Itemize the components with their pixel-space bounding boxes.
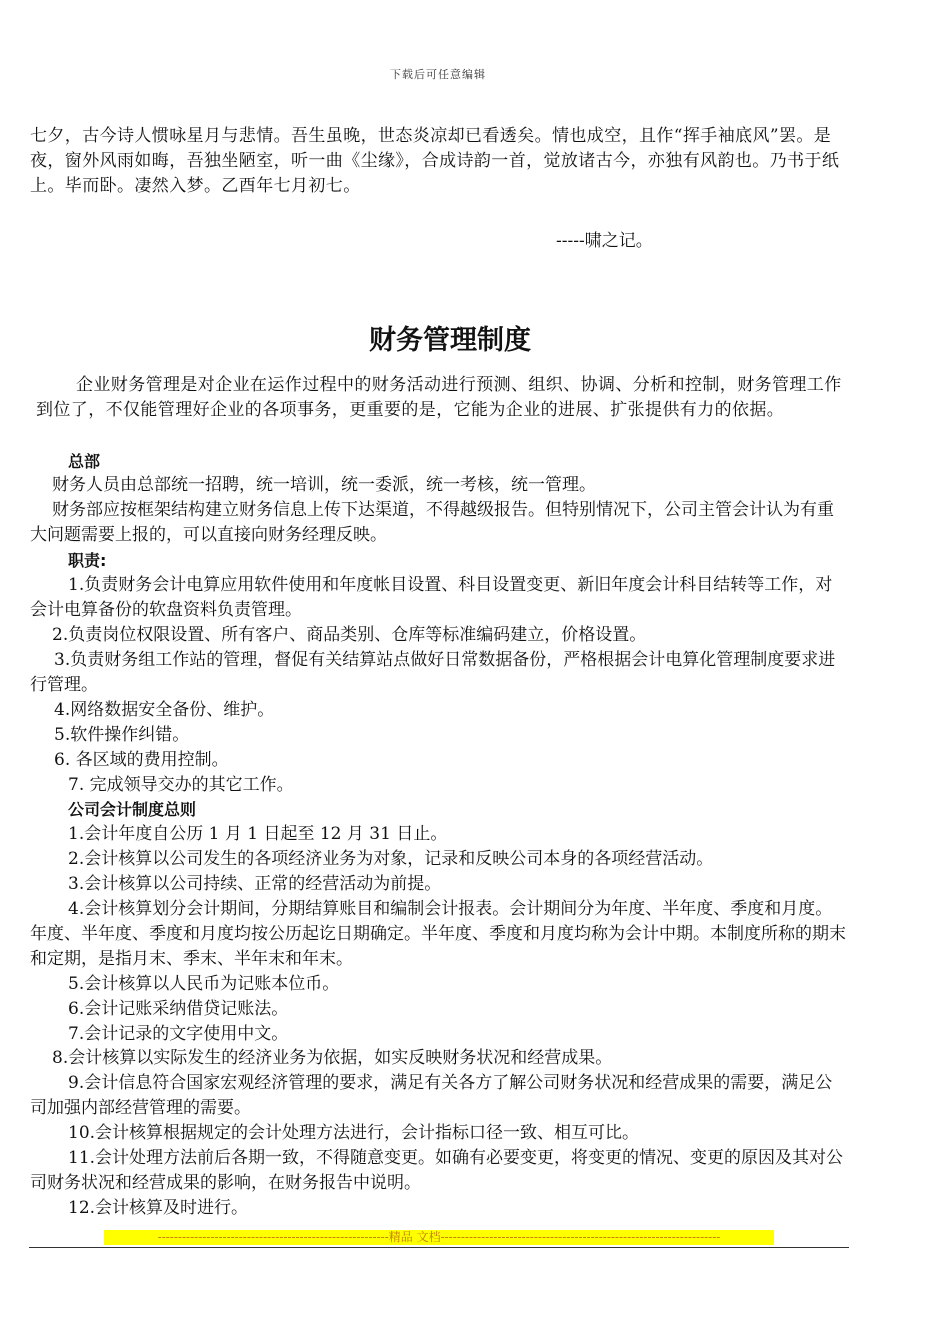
principle-item-6: 6.会计记账采纳借贷记账法。 <box>68 999 289 1019</box>
principle-item-9: 9.会计信息符合国家宏观经济管理的要求，满足有关各方了解公司财务状况和经营成果的需要，满足公司加强内部经营管理的需要。 <box>30 1073 833 1118</box>
principle-item-8: 8.会计核算以实际发生的经济业务为依据，如实反映财务状况和经营成果。 <box>52 1048 613 1068</box>
principle-item-11: 11.会计处理方法前后各期一致，不得随意变更。如确有必要变更，将变更的情况、变更的原因及其对公司财务状况和经营成果的影响，在财务报告中说明。 <box>30 1148 844 1193</box>
duty-item-1: 1.负责财务会计电算应用软件使用和年度帐目设置、科目设置变更、新旧年度会计科目结转等工作，对会计电算备份的软盘资料负责管理。 <box>30 575 833 620</box>
duty-item-5: 5.软件操作纠错。 <box>54 725 190 745</box>
duty-item-4: 4.网络数据安全备份、维护。 <box>54 700 275 720</box>
duty-item-6: 6. 各区域的费用控制。 <box>54 750 229 770</box>
document-title: 财务管理制度 <box>369 325 531 356</box>
section-heading-general: 总部 <box>68 452 101 471</box>
principle-item-5: 5.会计核算以人民币为记账本位币。 <box>68 974 340 994</box>
section-heading-duties: 职责: <box>68 551 107 570</box>
general-paragraph-2: 财务部应按框架结构建立财务信息上传下达渠道，不得越级报告。但特别情况下，公司主管会计认为有重大问题需要上报的，可以直接向财务经理反映。 <box>30 500 834 545</box>
principle-item-3: 3.会计核算以公司持续、正常的经营活动为前提。 <box>68 874 442 894</box>
opening-paragraph: 企业财务管理是对企业在运作过程中的财务活动进行预测、组织、协调、分析和控制，财务管理工作到位了，不仅能管理好企业的各项事务，更重要的是，它能为企业的进展、扩张提供有力的依据。 <box>36 375 842 420</box>
general-paragraph-1: 财务人员由总部统一招聘，统一培训，统一委派，统一考核，统一管理。 <box>52 475 596 495</box>
principle-item-4: 4.会计核算划分会计期间，分期结算账目和编制会计报表。会计期间分为年度、半年度、季度和月度。年度、半年度、季度和月度均按公历起讫日期确定。半年度、季度和月度均称为会计中期。本制度所称的期末和定期，是指月末、季末、半年末和年末。 <box>30 899 846 969</box>
duty-item-3: 3.负责财务组工作站的管理，督促有关结算站点做好日常数据备份，严格根据会计电算化管理制度要求进行管理。 <box>30 650 836 695</box>
header-note: 下载后可任意编辑 <box>390 68 486 81</box>
principle-item-7: 7.会计记录的文字使用中文。 <box>68 1024 289 1044</box>
intro-paragraph: 七夕，古今诗人惯咏星月与悲情。吾生虽晚，世态炎凉却已看透矣。情也成空，且作“挥手袖底风”罢。是夜，窗外风雨如晦，吾独坐陋室，听一曲《尘缘》，合成诗韵一首，觉放诸古今，亦独有风韵也。乃书于纸上。毕而卧。凄然入梦。乙酉年七月初七。 <box>30 126 840 196</box>
principle-item-1: 1.会计年度自公历 1 月 1 日起至 12 月 31 日止。 <box>68 824 448 844</box>
principle-item-10: 10.会计核算根据规定的会计处理方法进行，会计指标口径一致、相互可比。 <box>68 1123 640 1143</box>
section-heading-principles: 公司会计制度总则 <box>68 800 197 819</box>
signature: -----啸之记。 <box>556 231 653 251</box>
principle-item-2: 2.会计核算以公司发生的各项经济业务为对象，记录和反映公司本身的各项经营活动。 <box>68 849 714 869</box>
duty-item-7: 7. 完成领导交办的其它工作。 <box>68 775 294 795</box>
footer-rule <box>29 1247 849 1248</box>
duty-item-2: 2.负责岗位权限设置、所有客户、商品类别、仓库等标准编码建立，价格设置。 <box>52 625 647 645</box>
principle-item-12: 12.会计核算及时进行。 <box>68 1198 249 1218</box>
footer-banner: ---------------------------------------------------------精品 文档--------------------------------------------------------------------- <box>104 1230 774 1245</box>
